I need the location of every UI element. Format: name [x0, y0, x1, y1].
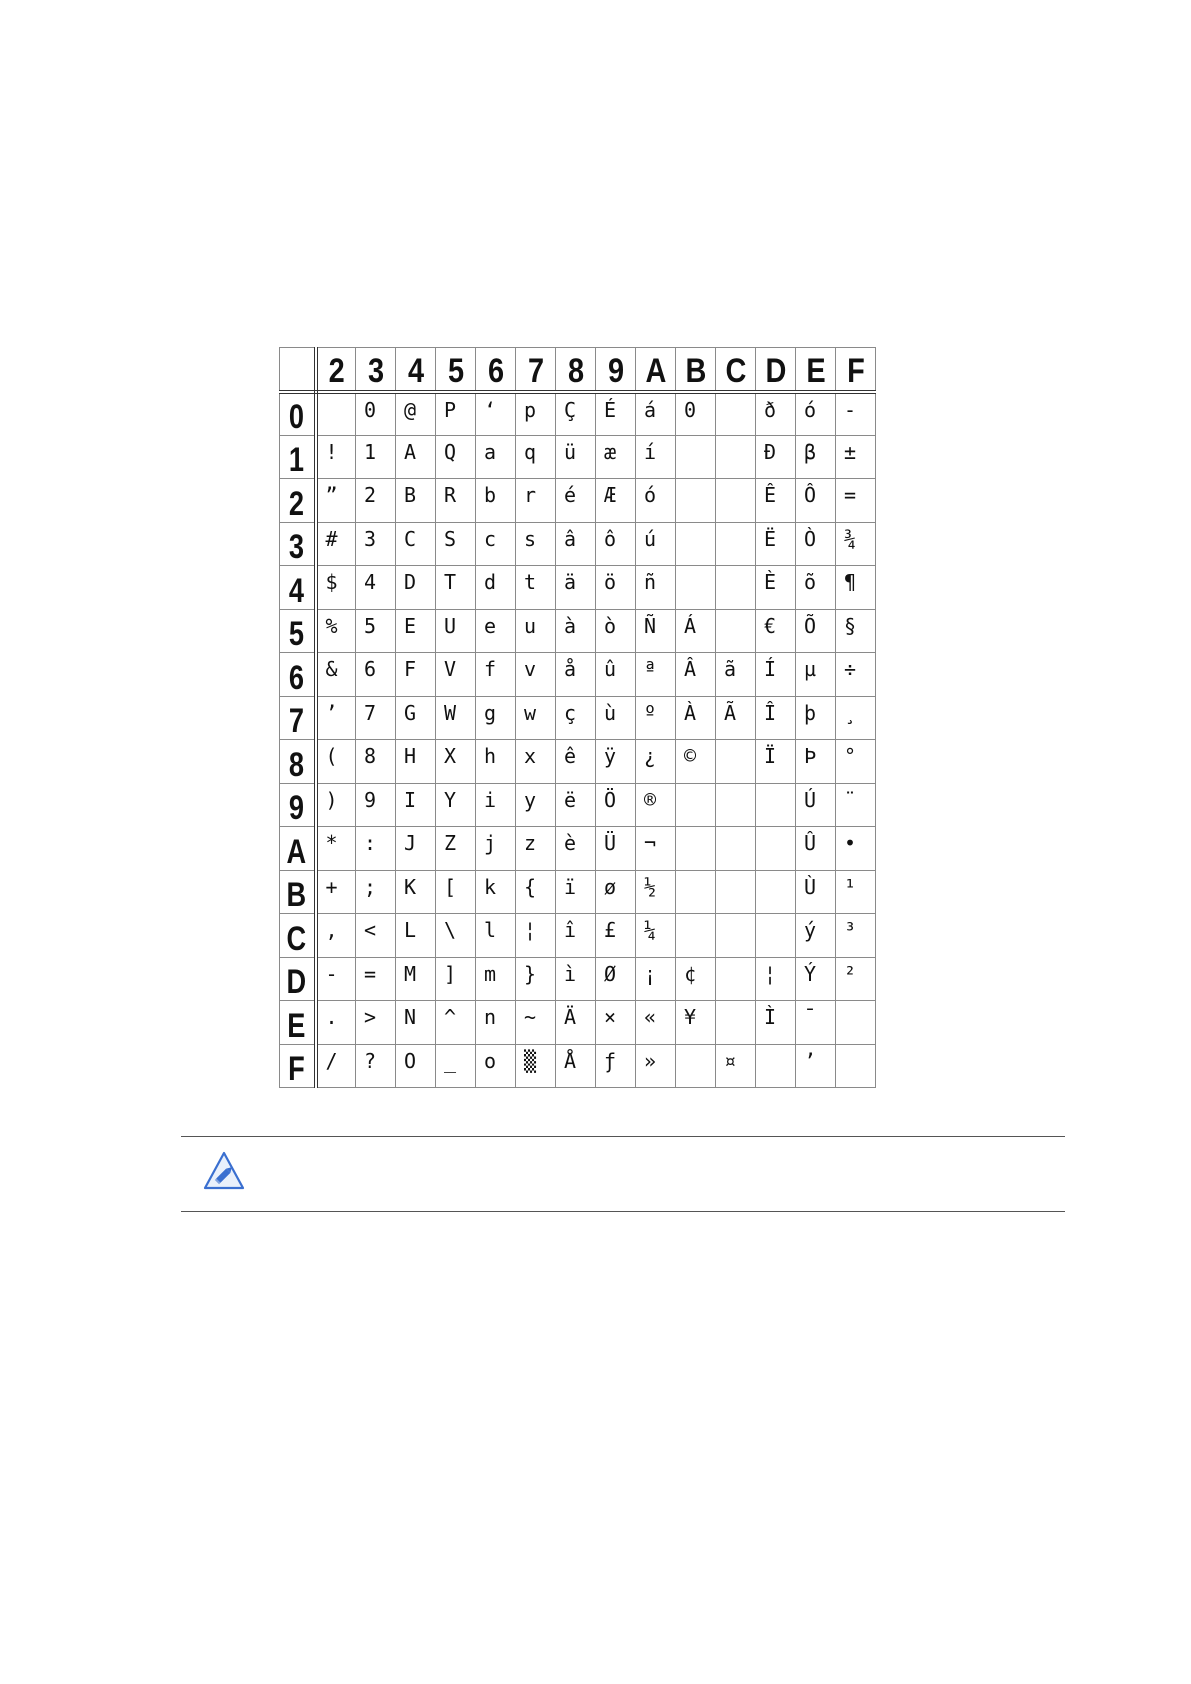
column-header: C: [719, 348, 753, 392]
char-cell: h: [476, 740, 516, 784]
char-cell: [676, 914, 716, 958]
char-cell: z: [516, 827, 556, 871]
char-cell: Í: [756, 653, 796, 697]
table-row: [280, 914, 876, 958]
char-cell: n: [476, 1001, 516, 1045]
char-cell: U: [436, 609, 476, 653]
char-cell: +: [316, 870, 356, 914]
char-cell: [716, 870, 756, 914]
char-cell: [756, 1044, 796, 1088]
char-cell: %: [316, 609, 356, 653]
char-cell: [676, 870, 716, 914]
char-cell: L: [396, 914, 436, 958]
char-cell: {: [516, 870, 556, 914]
char-cell: .: [316, 1001, 356, 1045]
char-cell: ©: [676, 740, 716, 784]
char-cell: ¹: [836, 870, 876, 914]
char-cell: d: [476, 566, 516, 610]
char-cell: \: [436, 914, 476, 958]
char-cell: Ô: [796, 479, 836, 523]
char-cell: î: [556, 914, 596, 958]
char-cell: $: [316, 566, 356, 610]
char-cell: [836, 1001, 876, 1045]
char-cell: ñ: [636, 566, 676, 610]
char-cell: 3: [356, 522, 396, 566]
char-cell: Q: [436, 435, 476, 479]
char-cell: J: [396, 827, 436, 871]
char-cell: ’: [316, 696, 356, 740]
char-cell: B: [396, 479, 436, 523]
table-row: [280, 1001, 876, 1045]
char-cell: v: [516, 653, 556, 697]
char-cell: =: [836, 479, 876, 523]
char-cell: ^: [436, 1001, 476, 1045]
char-cell: -: [836, 392, 876, 436]
char-cell: 0: [356, 392, 396, 436]
char-cell: X: [436, 740, 476, 784]
row-header: [280, 696, 316, 740]
char-cell: ‘: [476, 392, 516, 436]
char-cell: [716, 1001, 756, 1045]
char-cell: Ì: [756, 1001, 796, 1045]
column-header: B: [679, 348, 713, 392]
table-corner: [280, 348, 316, 392]
char-cell: Î: [756, 696, 796, 740]
char-cell: N: [396, 1001, 436, 1045]
char-cell: g: [476, 696, 516, 740]
table-row: [280, 870, 876, 914]
char-cell: *: [316, 827, 356, 871]
char-cell: ¥: [676, 1001, 716, 1045]
char-cell: Ã: [716, 696, 756, 740]
char-cell: ¨: [836, 783, 876, 827]
column-header: 2: [319, 348, 353, 392]
char-cell: I: [396, 783, 436, 827]
char-cell: o: [476, 1044, 516, 1088]
char-cell: Þ: [796, 740, 836, 784]
char-cell: Ë: [756, 522, 796, 566]
char-cell: i: [476, 783, 516, 827]
char-cell: [756, 827, 796, 871]
char-cell: Ö: [596, 783, 636, 827]
row-header: [280, 435, 316, 479]
char-cell: &: [316, 653, 356, 697]
char-cell: [676, 566, 716, 610]
char-cell: R: [436, 479, 476, 523]
table-row: [280, 783, 876, 827]
char-cell: [756, 914, 796, 958]
table-row: [280, 435, 876, 479]
char-cell: a: [476, 435, 516, 479]
char-cell: r: [516, 479, 556, 523]
char-cell: [676, 827, 716, 871]
char-cell: H: [396, 740, 436, 784]
table-row: [280, 1044, 876, 1088]
row-header: [280, 392, 316, 436]
char-cell: b: [476, 479, 516, 523]
char-cell: (: [316, 740, 356, 784]
char-cell: ): [316, 783, 356, 827]
row-header-label: E: [287, 1006, 306, 1044]
column-header: 4: [399, 348, 433, 392]
char-cell: [716, 914, 756, 958]
char-cell: é: [556, 479, 596, 523]
table-row: [280, 566, 876, 610]
row-header: [280, 740, 316, 784]
row-header-label: 5: [289, 615, 305, 653]
column-header: E: [799, 348, 833, 392]
char-cell: [716, 522, 756, 566]
char-cell: ç: [556, 696, 596, 740]
char-cell: ê: [556, 740, 596, 784]
row-header: [280, 914, 316, 958]
table-row: [280, 827, 876, 871]
char-cell: [756, 870, 796, 914]
char-cell: ÿ: [596, 740, 636, 784]
char-cell: [676, 479, 716, 523]
char-cell: O: [396, 1044, 436, 1088]
char-cell: [: [436, 870, 476, 914]
char-cell: Z: [436, 827, 476, 871]
row-header: [280, 479, 316, 523]
char-cell: ƒ: [596, 1044, 636, 1088]
char-cell: Å: [556, 1044, 596, 1088]
row-header: [280, 957, 316, 1001]
char-cell: x: [516, 740, 556, 784]
pencil-icon: [203, 1151, 245, 1191]
char-cell: ª: [636, 653, 676, 697]
char-cell: ï: [556, 870, 596, 914]
char-cell: [676, 783, 716, 827]
char-cell: á: [636, 392, 676, 436]
char-cell: [716, 609, 756, 653]
char-cell: É: [596, 392, 636, 436]
char-cell: T: [436, 566, 476, 610]
char-cell: »: [636, 1044, 676, 1088]
char-cell: À: [676, 696, 716, 740]
char-cell: ¦: [756, 957, 796, 1001]
row-header-label: 9: [289, 789, 305, 827]
char-cell: â: [556, 522, 596, 566]
char-cell: ×: [596, 1001, 636, 1045]
char-cell: l: [476, 914, 516, 958]
char-cell: Ê: [756, 479, 796, 523]
table-row: [280, 392, 876, 436]
row-header: [280, 827, 316, 871]
column-header: 5: [439, 348, 473, 392]
char-cell: ì: [556, 957, 596, 1001]
char-cell: t: [516, 566, 556, 610]
char-cell: :: [356, 827, 396, 871]
char-cell: «: [636, 1001, 676, 1045]
column-header: D: [759, 348, 793, 392]
char-cell: ¶: [836, 566, 876, 610]
char-cell: ,: [316, 914, 356, 958]
char-cell: !: [316, 435, 356, 479]
char-cell: 5: [356, 609, 396, 653]
char-cell: Ç: [556, 392, 596, 436]
char-cell: à: [556, 609, 596, 653]
char-cell: q: [516, 435, 556, 479]
row-header-label: 1: [289, 441, 305, 479]
char-cell: æ: [596, 435, 636, 479]
char-cell: ë: [556, 783, 596, 827]
column-header: 9: [599, 348, 633, 392]
char-cell: ÷: [836, 653, 876, 697]
row-header-label: 3: [289, 528, 305, 566]
char-cell: å: [556, 653, 596, 697]
char-cell: ’: [796, 1044, 836, 1088]
note-box: [181, 1136, 1065, 1212]
char-cell: V: [436, 653, 476, 697]
char-cell: §: [836, 609, 876, 653]
char-cell: /: [316, 1044, 356, 1088]
char-cell: }: [516, 957, 556, 1001]
char-cell: #: [316, 522, 356, 566]
char-cell: õ: [796, 566, 836, 610]
char-cell: [716, 740, 756, 784]
char-cell: K: [396, 870, 436, 914]
char-cell: ¾: [836, 522, 876, 566]
row-header: [280, 522, 316, 566]
table-row: [280, 740, 876, 784]
char-cell: [716, 435, 756, 479]
char-cell: ¤: [716, 1044, 756, 1088]
char-cell: °: [836, 740, 876, 784]
char-cell: _: [436, 1044, 476, 1088]
char-cell: E: [396, 609, 436, 653]
char-cell: 7: [356, 696, 396, 740]
row-header: [280, 566, 316, 610]
char-cell: ò: [596, 609, 636, 653]
char-cell: ¬: [636, 827, 676, 871]
char-cell: 2: [356, 479, 396, 523]
char-cell: ü: [556, 435, 596, 479]
char-cell: ¢: [676, 957, 716, 1001]
char-cell: í: [636, 435, 676, 479]
column-header: A: [639, 348, 673, 392]
char-cell: ù: [596, 696, 636, 740]
char-cell: [716, 566, 756, 610]
char-cell: <: [356, 914, 396, 958]
row-header: [280, 870, 316, 914]
char-cell: ô: [596, 522, 636, 566]
char-cell: [716, 827, 756, 871]
char-cell: [716, 479, 756, 523]
column-header: F: [839, 348, 873, 392]
char-cell: Ü: [596, 827, 636, 871]
row-header-label: 4: [289, 571, 305, 609]
char-cell: ¡: [636, 957, 676, 1001]
char-cell: Y: [436, 783, 476, 827]
char-cell: è: [556, 827, 596, 871]
char-cell: ð: [756, 392, 796, 436]
char-cell: Đ: [756, 435, 796, 479]
char-cell: È: [756, 566, 796, 610]
char-cell: j: [476, 827, 516, 871]
char-cell: [716, 783, 756, 827]
char-cell: u: [516, 609, 556, 653]
char-cell: 6: [356, 653, 396, 697]
row-header-label: A: [286, 832, 307, 870]
char-cell: c: [476, 522, 516, 566]
char-cell: ¯: [796, 1001, 836, 1045]
char-cell: y: [516, 783, 556, 827]
char-cell: β: [796, 435, 836, 479]
char-cell: e: [476, 609, 516, 653]
char-cell: Ù: [796, 870, 836, 914]
char-cell: [316, 392, 356, 436]
char-cell: =: [356, 957, 396, 1001]
char-cell: ]: [436, 957, 476, 1001]
char-cell: @: [396, 392, 436, 436]
char-cell: [716, 392, 756, 436]
row-header-label: 8: [289, 745, 305, 783]
char-cell: ”: [316, 479, 356, 523]
char-cell: Ä: [556, 1001, 596, 1045]
char-cell: ¿: [636, 740, 676, 784]
table-row: [280, 479, 876, 523]
char-cell: Â: [676, 653, 716, 697]
char-cell: Ú: [796, 783, 836, 827]
char-cell: s: [516, 522, 556, 566]
char-cell: C: [396, 522, 436, 566]
char-cell: Ø: [596, 957, 636, 1001]
char-cell: ø: [596, 870, 636, 914]
char-cell: [836, 1044, 876, 1088]
char-cell: Ò: [796, 522, 836, 566]
row-header-label: 2: [289, 484, 305, 522]
char-cell: º: [636, 696, 676, 740]
char-cell: 0: [676, 392, 716, 436]
char-cell: p: [516, 392, 556, 436]
char-cell: ä: [556, 566, 596, 610]
char-cell: µ: [796, 653, 836, 697]
row-header: [280, 653, 316, 697]
char-cell: £: [596, 914, 636, 958]
row-header: [280, 1044, 316, 1088]
row-header: [280, 783, 316, 827]
char-cell: A: [396, 435, 436, 479]
char-cell: 9: [356, 783, 396, 827]
row-header-label: C: [286, 919, 307, 957]
char-cell: Ñ: [636, 609, 676, 653]
char-cell: û: [596, 653, 636, 697]
row-header-label: 7: [289, 702, 305, 740]
char-cell: ;: [356, 870, 396, 914]
table-row: [280, 957, 876, 1001]
char-cell: ¸: [836, 696, 876, 740]
char-cell: ú: [636, 522, 676, 566]
char-cell: M: [396, 957, 436, 1001]
char-cell: 1: [356, 435, 396, 479]
char-cell: S: [436, 522, 476, 566]
row-header-label: 6: [289, 658, 305, 696]
row-header-label: 0: [289, 397, 305, 435]
column-header: 6: [479, 348, 513, 392]
char-cell: P: [436, 392, 476, 436]
char-cell: f: [476, 653, 516, 697]
char-cell: Û: [796, 827, 836, 871]
column-header: 7: [519, 348, 553, 392]
table-row: [280, 522, 876, 566]
row-header-label: D: [286, 963, 307, 1001]
char-cell: m: [476, 957, 516, 1001]
char-cell: [676, 522, 716, 566]
char-cell: Ý: [796, 957, 836, 1001]
char-cell: Á: [676, 609, 716, 653]
row-header-label: B: [286, 876, 307, 914]
row-header: [280, 609, 316, 653]
table-row: [280, 609, 876, 653]
char-cell: ®: [636, 783, 676, 827]
char-cell: 4: [356, 566, 396, 610]
char-cell: ö: [596, 566, 636, 610]
row-header-label: F: [288, 1050, 306, 1088]
char-cell: [716, 957, 756, 1001]
char-cell: ó: [796, 392, 836, 436]
char-cell: Õ: [796, 609, 836, 653]
char-cell: D: [396, 566, 436, 610]
char-cell: Ï: [756, 740, 796, 784]
char-cell: [676, 1044, 716, 1088]
char-cell: G: [396, 696, 436, 740]
character-code-table: [279, 347, 876, 1088]
char-cell: •: [836, 827, 876, 871]
table-row: [280, 696, 876, 740]
column-header: 3: [359, 348, 393, 392]
char-cell: ±: [836, 435, 876, 479]
char-cell: ý: [796, 914, 836, 958]
char-cell: [676, 435, 716, 479]
char-cell: w: [516, 696, 556, 740]
row-header: [280, 1001, 316, 1045]
char-cell: 8: [356, 740, 396, 784]
char-cell: ~: [516, 1001, 556, 1045]
char-cell: -: [316, 957, 356, 1001]
char-cell: W: [436, 696, 476, 740]
char-cell: ã: [716, 653, 756, 697]
char-cell: F: [396, 653, 436, 697]
char-cell: Æ: [596, 479, 636, 523]
char-cell: ½: [636, 870, 676, 914]
table-header-row: [280, 348, 876, 392]
column-header: 8: [559, 348, 593, 392]
char-cell: ¼: [636, 914, 676, 958]
char-cell: >: [356, 1001, 396, 1045]
char-cell: ¦: [516, 914, 556, 958]
char-cell: ▒: [516, 1044, 556, 1088]
char-cell: ³: [836, 914, 876, 958]
char-cell: [756, 783, 796, 827]
char-cell: ²: [836, 957, 876, 1001]
char-cell: ?: [356, 1044, 396, 1088]
char-cell: k: [476, 870, 516, 914]
char-cell: ó: [636, 479, 676, 523]
char-cell: þ: [796, 696, 836, 740]
char-cell: €: [756, 609, 796, 653]
table-row: [280, 653, 876, 697]
